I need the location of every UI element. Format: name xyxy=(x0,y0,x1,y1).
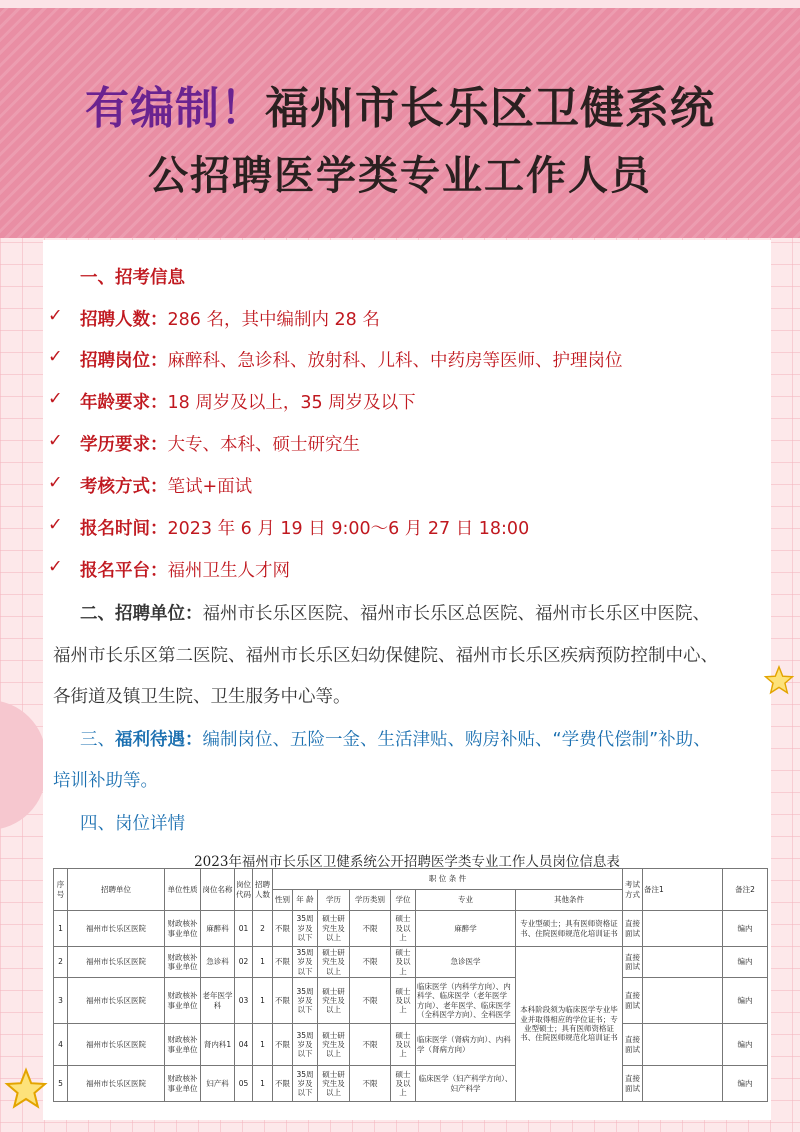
star-icon xyxy=(762,664,796,698)
section3-line1: 三、福利待遇：编制岗位、五险一金、生活津贴、购房补贴、“学费代偿制”补助、 xyxy=(80,730,711,750)
check-icon: ✓ xyxy=(48,473,63,493)
table-row: 3 福州市长乐区医院 财政核补事业单位 老年医学科 03 1 不限 35周岁及以下 硕士研究生及以上 不限 硕士及以上 临床医学（内科学方向）、内科学、临床医学（老年医学方向）、老年医学、临床医学（全科医学方向）、全科医学 直接面试 编内 xyxy=(54,978,768,1024)
group-header: 职 位 条 件 xyxy=(273,869,623,890)
info-item: ✓ 学历要求：大专、本科、硕士研究生 xyxy=(48,431,360,455)
table-row: 5 福州市长乐区医院 财政核补事业单位 妇产科 05 1 不限 35周岁及以下 硕士研究生及以上 不限 硕士及以上 临床医学（妇产科学方向）、妇产科学 直接面试 编内 xyxy=(54,1066,768,1102)
check-icon: ✓ xyxy=(48,557,63,577)
content-card xyxy=(43,240,771,1120)
check-icon: ✓ xyxy=(48,347,63,367)
info-item: ✓ 招聘岗位：麻醉科、急诊科、放射科、儿科、中药房等医师、护理岗位 xyxy=(48,347,623,371)
section2-line2: 福州市长乐区第二医院、福州市长乐区妇幼保健院、福州市长乐区疾病预防控制中心、 xyxy=(53,646,718,666)
table-row: 1 福州市长乐区医院 财政核补事业单位 麻醉科 01 2 不限 35周岁及以下 硕士研究生及以上 不限 硕士及以上 麻醉学 专业型硕士；具有医师资格证书、住院医师规范化培训证书 直接面试 编内 xyxy=(54,911,768,947)
table-row: 2 福州市长乐区医院 财政核补事业单位 急诊科 02 1 不限 35周岁及以下 硕士研究生及以上 不限 硕士及以上 急诊医学 本科阶段须为临床医学专业毕业并取得相应的学位证书；专业型硕士；具有医师资格证书、住院医师规范化培训证书 直接面试 编内 xyxy=(54,947,768,978)
positions-table xyxy=(53,868,768,1102)
star-icon xyxy=(2,1066,50,1114)
check-icon: ✓ xyxy=(48,431,63,451)
table-row: 4 福州市长乐区医院 财政核补事业单位 肾内科1 04 1 不限 35周岁及以下 硕士研究生及以上 不限 硕士及以上 临床医学（肾病方向）、内科学（肾病方向） 直接面试 编内 xyxy=(54,1024,768,1066)
info-item: ✓ 报名时间：2023 年 6 月 19 日 9:00～6 月 27 日 18:00 xyxy=(48,515,530,539)
section2-line1: 二、招聘单位：福州市长乐区医院、福州市长乐区总医院、福州市长乐区中医院、 xyxy=(80,604,710,624)
section4-heading: 四、岗位详情 xyxy=(80,814,185,834)
merged-other-conditions: 本科阶段须为临床医学专业毕业并取得相应的学位证书；专业型硕士；具有医师资格证书、住院医师规范化培训证书 xyxy=(516,947,623,1102)
info-item: ✓ 报名平台：福州卫生人才网 xyxy=(48,557,290,581)
info-item: ✓ 招聘人数：286 名，其中编制内 28 名 xyxy=(48,306,380,330)
section1-heading: 一、招考信息 xyxy=(80,268,185,288)
section3-line2: 培训补助等。 xyxy=(53,771,158,791)
table-header-row: 序号 招聘单位 单位性质 岗位名称 岗位代码 招聘人数 职 位 条 件 考试方式 备注1 备注2 xyxy=(54,869,768,890)
page-subtitle: 公招聘医学类专业工作人员 xyxy=(148,153,652,199)
check-icon: ✓ xyxy=(48,515,63,535)
table-subheader-row: 性别 年 龄 学历 学历类别 学位 专业 其他条件 xyxy=(54,890,768,911)
page-title xyxy=(0,72,800,136)
info-item: ✓ 考核方式：笔试+面试 xyxy=(48,473,253,497)
decorative-blob xyxy=(0,700,46,830)
section2-line3: 各街道及镇卫生院、卫生服务中心等。 xyxy=(53,687,351,707)
table-title: 2023年福州市长乐区卫健系统公开招聘医学类专业工作人员岗位信息表 xyxy=(194,854,620,870)
check-icon: ✓ xyxy=(48,389,63,409)
title-highlight: 有编制！ xyxy=(85,83,265,134)
info-item: ✓ 年龄要求：18 周岁及以上，35 周岁及以下 xyxy=(48,389,416,413)
check-icon: ✓ xyxy=(48,306,63,326)
title-main: 福州市长乐区卫健系统 xyxy=(265,83,715,134)
